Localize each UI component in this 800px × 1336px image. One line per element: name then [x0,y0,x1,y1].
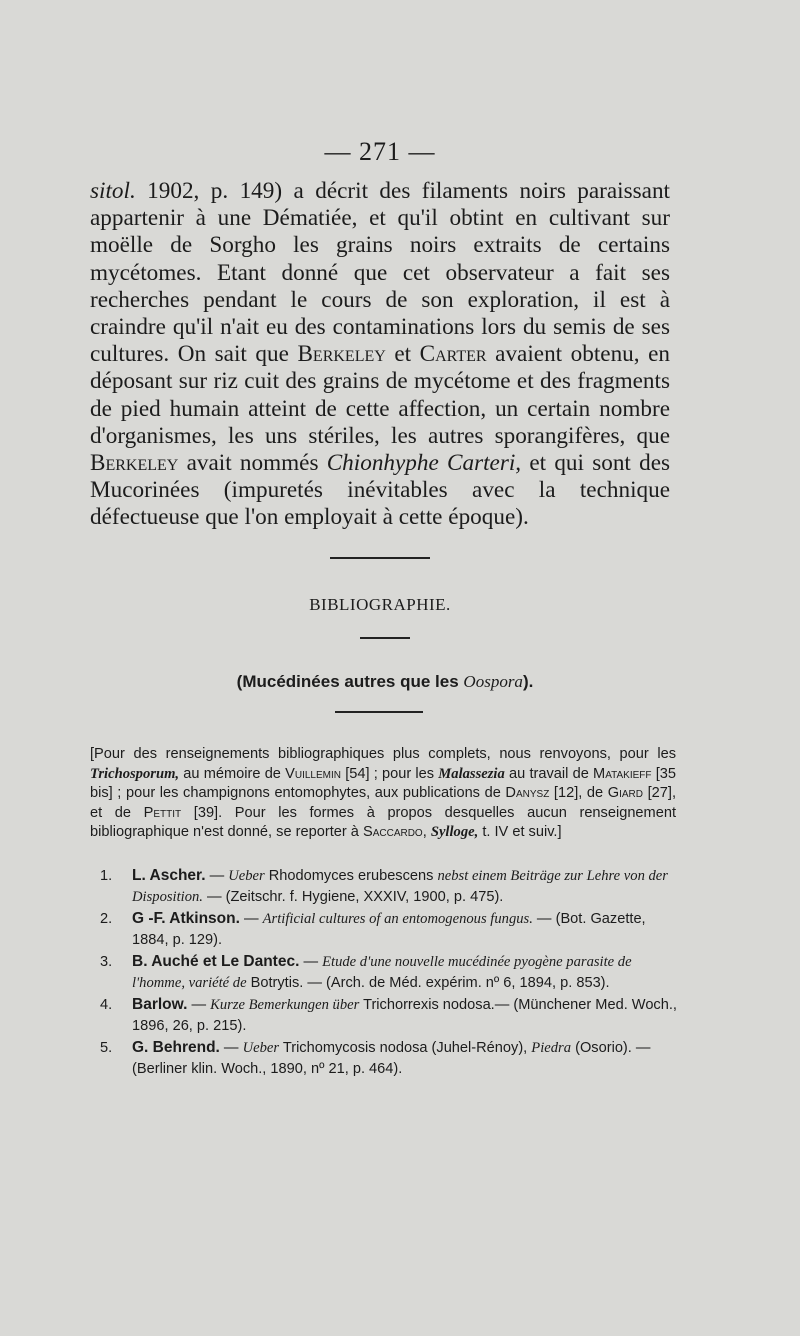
text-run: Rhodomyces erubescens [264,868,438,884]
author-name: Berkeley [90,450,179,477]
reference-author: G -F. Atkinson. [132,910,240,927]
text-run: avait nommés [178,450,327,477]
text-run: — (Zeitschr. f. Hygiene, XXXIV, 1900, p. 475). [202,888,504,905]
reference-list [100,866,678,1081]
divider [335,711,423,713]
reference-number: 4. [100,997,113,1013]
text-run: [39]. Pour les formes à propos desquelles aucun renseignement bibliographique n'est donné, se reporter à [90,804,676,841]
text-run: (Osorio). — (Berliner klin. Woch., 1890, nº 21, p. 464). [132,1040,651,1077]
text-run: au travail de [504,765,594,782]
text-run: et qui sont des Mucorinées (impuretés inévitables avec la technique défectueuse que l'on employait à cette époque). [90,450,671,531]
author-name: Pettit [143,804,182,821]
text-run: Piedra [531,1040,572,1056]
text-run: — [299,954,323,970]
text-run: Malassezia [438,765,505,782]
text-run: [12], de [549,785,608,802]
text-run: t. IV et suiv.] [478,824,562,841]
author-name: Vuillemin [285,765,341,782]
text-run: Artificial cultures of an entomogenous fungus. [262,911,533,927]
main-paragraph [90,178,670,532]
text-run: Trichomycosis nodosa (Juhel-Rénoy), [279,1040,532,1056]
reference-number: 2. [100,911,113,927]
text-run: [35 bis] ; pour les champignons entomophytes, aux publications de [90,765,676,802]
author-name: Danysz [505,785,550,802]
reference-item [100,995,678,1036]
text-run: Sylloge, [430,824,479,841]
species-name: Chionhyphe Carteri, [326,450,522,477]
author-name: Saccardo, [362,824,427,841]
author-name: Giard [607,785,643,802]
text-run: avaient obtenu, en déposant sur riz cuit des grains de mycétome et des fragments de pied humain atteint de cette affection, un certain nombre d'organismes, les uns stériles, les autres sporangifères, que [90,341,671,449]
text-run: (Mucédinées autres que les [236,672,464,691]
section-subtitle [0,672,770,692]
text-run: — [219,1040,243,1056]
text-run: Oospora [463,672,523,691]
text-run: [54] ; pour les [341,765,439,782]
text-run: sitol. [90,178,136,204]
reference-number: 5. [100,1040,113,1056]
reference-author: G. Behrend. [132,1039,220,1056]
reference-author: Barlow. [132,996,188,1013]
text-run: Etude d'une nouvelle mucédinée pyogène parasite de l'homme, variété de [132,954,632,991]
author-name: Carter [419,341,487,368]
text-run: ). [522,672,534,691]
text-run: et [385,341,420,368]
divider [360,637,410,639]
author-name: Berkeley [297,341,386,368]
text-run: [Pour des renseignements bibliographiques plus complets, nous renvoyons, pour les [90,746,676,762]
author-name: Matakieff [593,765,652,782]
text-run: Trichosporum, [90,765,180,782]
text-run: Trichorrexis nodosa.— (Münchener Med. Woch., 1896, 26, p. 215). [132,997,677,1034]
text-run: — [205,868,229,884]
reference-number: 3. [100,954,113,970]
reference-item [100,909,678,950]
text-run: Kurze Bemerkungen über [210,997,360,1013]
text-run: Ueber [242,1040,280,1056]
text-run: au mémoire de [179,765,286,782]
text-run: Botrytis. — (Arch. de Méd. expérim. nº 6, 1894, p. 853). [246,974,610,991]
divider [330,557,430,559]
section-title: BIBLIOGRAPHIE. [309,595,451,614]
reference-item [100,866,678,907]
reference-number: 1. [100,868,113,884]
reference-item [100,952,678,993]
reference-author: L. Ascher. [132,867,206,884]
text-run: Ueber [228,868,265,884]
text-run: 1902, p. 149) a décrit des filaments noirs paraissant appartenir à une Dématiée, et qu'il obtint en cultivant sur moëlle de Sorgho les grains noirs extraits de certains mycétomes. Etant donné que cet observateur a fait ses recherches pendant le cours de son exploration, il est à craindre qu'il n'ait eu des contaminations lors du semis de ses cultures. On sait que [90,178,670,368]
text-run: nebst einem Beiträge zur Lehre von der Disposition. [132,868,668,905]
text-run: — [187,997,211,1013]
text-run: [27], et de [90,785,676,821]
reference-item [100,1038,678,1079]
text-run: — (Bot. Gazette, 1884, p. 129). [132,911,646,948]
bibliography-note [90,745,676,843]
page-number: — 271 — [324,137,436,166]
reference-author: B. Auché et Le Dantec. [132,953,300,970]
text-run: — [239,911,263,927]
